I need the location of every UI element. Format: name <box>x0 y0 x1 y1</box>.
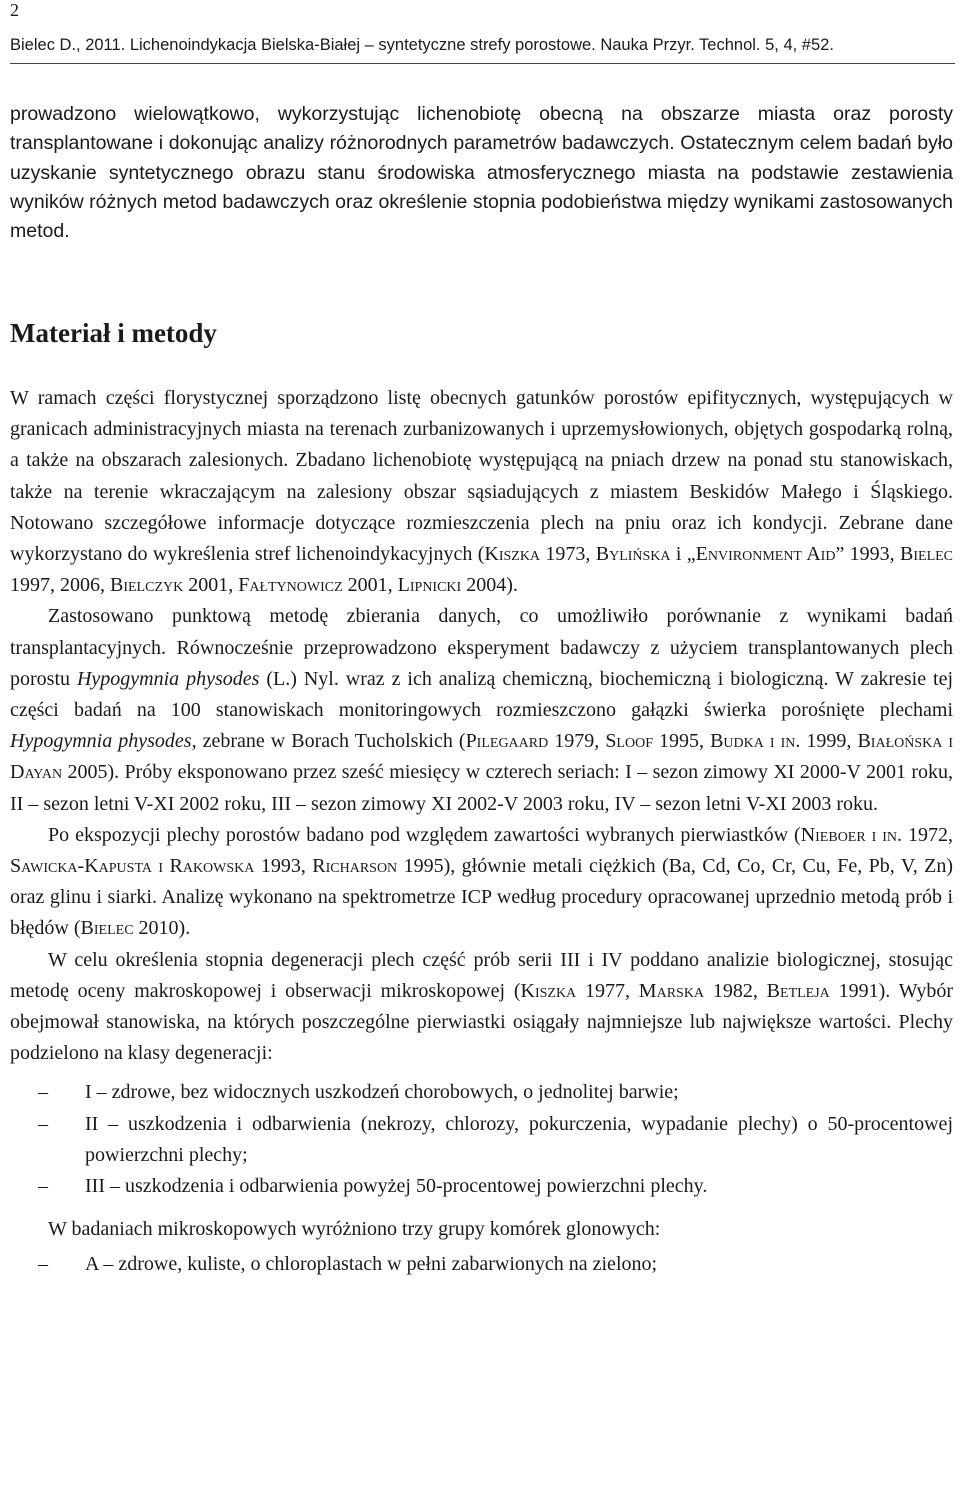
list-item: – I – zdrowe, bez widocznych uszkodzeń chorobowych, o jednolitej barwie; <box>10 1077 953 1108</box>
list-dash: – <box>38 1081 48 1104</box>
paragraph-2: Zastosowano punktową metodę zbierania danych, co umożliwiło porównanie z wynikami badań transplantacyjnych. Równocześnie przeprowadzono eksperyment badawczy z użyciem transplantowanych plech porostu Hypogymnia physodes (L.) Nyl. wraz z ich analizą chemiczną, biochemiczną i biologiczną. W zakresie tej części badań na 100 stanowiskach monitoringowych rozmieszczono gałązki świerka porośnięte plechami Hypogymnia physodes, zebrane w Borach Tucholskich (Pilegaard 1979, Sloof 1995, Budka i in. 1999, Białońska i Dayan 2005). Próby eksponowano przez sześć miesięcy w czterech seriach: I – sezon zimowy XI 2000-V 2001 roku, II – sezon letni V-XI 2002 roku, III – sezon zimowy XI 2002-V 2003 roku, IV – sezon letni V-XI 2003 roku. <box>10 605 954 815</box>
running-header: Bielec D., 2011. Lichenoindykacja Bielska-Białej – syntetyczne strefy porostowe. Nauka Przyr. Technol. 5, 4, #52. <box>10 36 834 54</box>
list-item: – III – uszkodzenia i odbarwienia powyżej 50-procentowej powierzchni plechy. <box>10 1171 953 1202</box>
page-number: 2 <box>10 0 19 20</box>
list-item: – A – zdrowe, kuliste, o chloroplastach w pełni zabarwionych na zielono; <box>10 1249 953 1280</box>
paragraph-3: Po ekspozycji plechy porostów badano pod względem zawartości wybranych pierwiastków (Nieboer i in. 1972, Sawicka-Kapusta i Rakowska 1993, Richarson 1995), głównie metali ciężkich (Ba, Cd, Co, Cr, Cu, Fe, Pb, V, Zn) oraz glinu i siarki. Analizę wykonano na spektrometrze ICP według procedury opracowanej uprzednio metodą prób i błędów (Bielec 2010). <box>10 823 954 940</box>
list-dash: – <box>38 1112 48 1135</box>
section-body <box>10 383 953 1281</box>
list-dash: – <box>38 1175 48 1198</box>
header-rule <box>10 63 955 64</box>
degeneration-class-list <box>10 1077 953 1202</box>
list-item: – II – uszkodzenia i odbarwienia (nekrozy, chlorozy, pokurczenia, wypadanie plechy) o 50-procentowej powierzchni plechy; <box>10 1109 953 1171</box>
cell-class-list <box>10 1249 953 1280</box>
paragraph-5: W badaniach mikroskopowych wyróżniono trzy grupy komórek glonowych: <box>48 1218 661 1241</box>
paragraph-4: W celu określenia stopnia degeneracji plech część prób serii III i IV poddano analizie biologicznej, stosując metodę oceny makroskopowej i obserwacji mikroskopowej (Kiszka 1977, Marska 1982, Betleja 1991). Wybór obejmował stanowiska, na których poszczególne pierwiastki osiągały najmniejsze lub największe wartości. Plechy podzielono na klasy degeneracji: <box>10 948 954 1065</box>
list-dash: – <box>38 1253 48 1276</box>
intro-paragraph: prowadzono wielowątkowo, wykorzystując lichenobiotę obecną na obszarze miasta oraz porosty transplantowane i dokonując analizy różnorodnych parametrów badawczych. Ostatecznym celem badań było uzyskanie syntetycznego obrazu stanu środowiska atmosferycznego miasta na podstawie zestawienia wyników różnych metod badawczych oraz określenie stopnia podobieństwa między wynikami zastosowanych metod. <box>10 103 953 243</box>
section-title: Materiał i metody <box>10 318 217 348</box>
paragraph-1: W ramach części florystycznej sporządzono listę obecnych gatunków porostów epifitycznych, występujących w granicach administracyjnych miasta na terenach zurbanizowanych i uprzemysłowionych, objętych gospodarką rolną, a także na obszarach zalesionych. Zbadano lichenobiotę występującą na pniach drzew na ponad stu stanowiskach, także na terenie wkraczającym na zalesiony obszar sąsiadujących z miastem Beskidów Małego i Śląskiego. Notowano szczegółowe informacje dotyczące rozmieszczenia plech na pniu oraz ich kondycji. Zebrane dane wykorzystano do wykreślenia stref lichenoindykacyjnych (Kiszka 1973, Bylińska i „Environment Aid” 1993, Bielec 1997, 2006, Bielczyk 2001, Fałtynowicz 2001, Lipnicki 2004). <box>10 387 954 597</box>
